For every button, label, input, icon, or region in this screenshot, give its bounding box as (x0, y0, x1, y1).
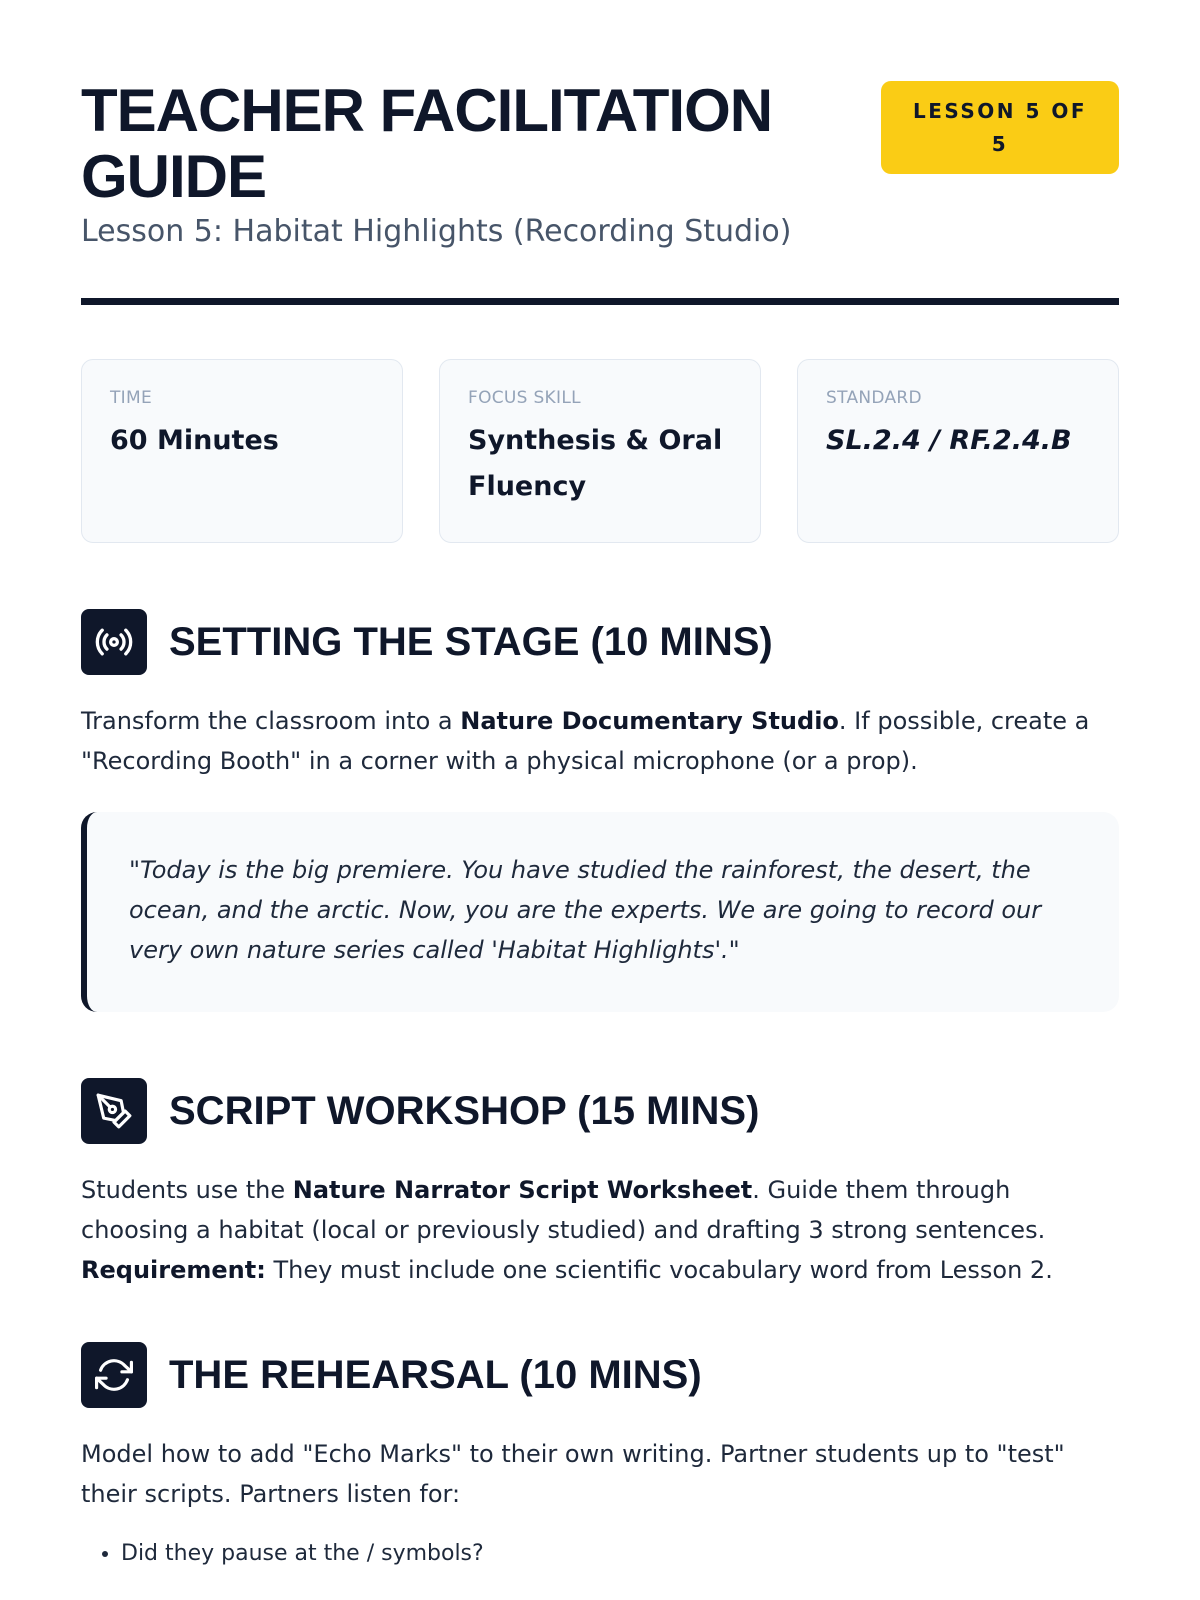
lesson-badge: LESSON 5 OF 5 (881, 81, 1119, 174)
section-paragraph (81, 701, 1119, 781)
checklist (81, 1536, 1119, 1572)
info-card-standard (797, 359, 1119, 543)
broadcast-icon (81, 609, 147, 675)
section-header (81, 609, 1119, 675)
info-card-focus-skill (439, 359, 761, 543)
info-card-time (81, 359, 403, 543)
section-script-workshop (81, 1078, 1119, 1290)
paragraph-bold: Nature Narrator Script Worksheet (292, 1176, 753, 1204)
info-label: FOCUS SKILL (468, 388, 581, 408)
quote-text: "Today is the big premiere. You have studied the rainforest, the desert, the ocean, and the arctic. Now, you are the experts. We are going to record our very own nature series called 'Habitat Highlights'." (129, 856, 1042, 964)
script-quote (81, 812, 1119, 1012)
paragraph-text: . Guide them through choosing a habitat (local or previously studied) and drafting 3 strong sentences. (81, 1176, 1046, 1244)
section-title: SCRIPT WORKSHOP (15 MINS) (169, 1088, 760, 1133)
refresh-icon (81, 1342, 147, 1408)
section-the-rehearsal (81, 1342, 1119, 1572)
paragraph-text: . If possible, create a "Recording Booth" in a corner with a physical microphone (or a prop). (81, 707, 1090, 775)
page-subtitle: Lesson 5: Habitat Highlights (Recording Studio) (81, 214, 792, 249)
page-title: TEACHER FACILITATION GUIDE (81, 77, 773, 210)
list-item: • Did they pause at the / symbols? (121, 1536, 1119, 1572)
pen-tool-icon (81, 1078, 147, 1144)
info-label: TIME (110, 388, 153, 408)
section-paragraph (81, 1170, 1119, 1290)
info-value: 60 Minutes (110, 425, 279, 456)
paragraph-text: They must include one scientific vocabulary word from Lesson 2. (265, 1256, 1053, 1284)
info-cards (81, 359, 1119, 543)
section-header (81, 1342, 1119, 1408)
info-label: STANDARD (826, 388, 922, 408)
info-value: Synthesis & Oral Fluency (468, 425, 723, 502)
section-paragraph: Model how to add "Echo Marks" to their own writing. Partner students up to "test" their scripts. Partners listen for: (81, 1440, 1065, 1508)
paragraph-bold: Requirement: (81, 1256, 266, 1284)
section-setting-the-stage (81, 609, 1119, 1012)
section-title: SETTING THE STAGE (10 MINS) (169, 619, 773, 664)
section-header (81, 1078, 1119, 1144)
header (81, 0, 1119, 252)
header-divider (81, 298, 1119, 305)
paragraph-text: Transform the classroom into a (81, 707, 461, 735)
info-value: SL.2.4 / RF.2.4.B (826, 425, 1072, 456)
paragraph-bold: Nature Documentary Studio (460, 707, 839, 735)
paragraph-text: Students use the (81, 1176, 293, 1204)
section-title: THE REHEARSAL (10 MINS) (169, 1352, 702, 1397)
